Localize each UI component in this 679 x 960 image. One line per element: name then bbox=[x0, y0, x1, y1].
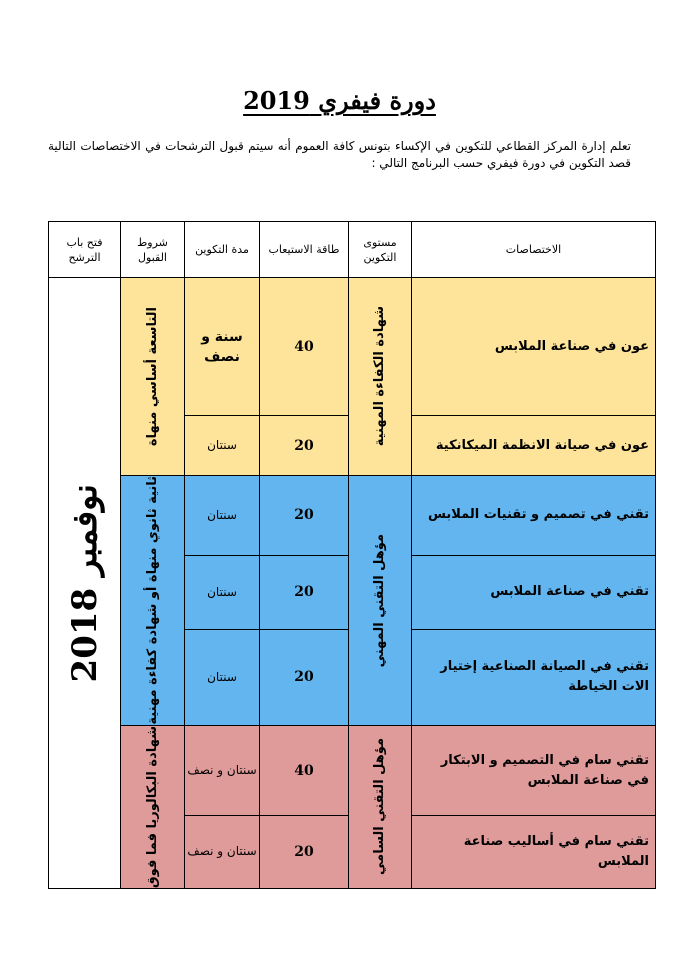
capacity-cell: 20 bbox=[260, 555, 349, 629]
level-text-bts: مؤهل التقني السامي bbox=[372, 738, 387, 876]
level-cell-cap bbox=[349, 278, 412, 476]
conditions-text-bts: شهادة البكالوريا فما فوق bbox=[144, 725, 160, 888]
capacity-cell: 20 bbox=[260, 416, 349, 476]
capacity-cell: 40 bbox=[260, 725, 349, 816]
table-row bbox=[49, 725, 656, 816]
specialty-cell: عون في صناعة الملابس bbox=[412, 278, 656, 416]
header-opening: فتح باب الترشح bbox=[49, 222, 121, 278]
table-row bbox=[49, 476, 656, 556]
level-text-cap: شهادة الكفاءة المهنية bbox=[372, 306, 387, 447]
header-specialty: الاختصاصات bbox=[412, 222, 656, 278]
specialty-cell: تقني في صناعة الملابس bbox=[412, 555, 656, 629]
specialty-cell: تقني في الصيانة الصناعية إختيار الات الخياطة bbox=[412, 629, 656, 725]
duration-cell: سنتان bbox=[185, 476, 260, 556]
page-title bbox=[0, 84, 679, 118]
header-capacity: طاقة الاستيعاب bbox=[260, 222, 349, 278]
duration-cell: سنتان bbox=[185, 416, 260, 476]
capacity-cell: 20 bbox=[260, 816, 349, 888]
duration-cell: سنتان bbox=[185, 629, 260, 725]
table-row bbox=[49, 278, 656, 416]
duration-cell: سنة و نصف bbox=[185, 278, 260, 416]
programs-table bbox=[48, 221, 656, 889]
intro-paragraph: تعلم إدارة المركز القطاعي للتكوين في الإكساء بتونس كافة العموم أنه سيتم قبول الترشحات في الاختصاصات التالية قصد التكوين في دورة فيفري حسب البرنامج التالي : bbox=[48, 139, 631, 170]
duration-cell: سنتان و نصف bbox=[185, 816, 260, 888]
conditions-text-cap: التاسعة أساسي منهاة bbox=[144, 306, 160, 447]
capacity-cell: 40 bbox=[260, 278, 349, 416]
level-cell-bts bbox=[349, 725, 412, 888]
opening-text: نوفمبر 2018 bbox=[64, 483, 105, 682]
header-level: مستوى التكوين bbox=[349, 222, 412, 278]
table-header-row bbox=[49, 222, 656, 278]
conditions-cell-cap bbox=[121, 278, 185, 476]
specialty-cell: عون في صيانة الانظمة الميكانكية bbox=[412, 416, 656, 476]
duration-cell: سنتان و نصف bbox=[185, 725, 260, 816]
capacity-cell: 20 bbox=[260, 476, 349, 556]
conditions-text-btp: ثانية ثانوي منهاة أو شهادة كفاءة مهنية bbox=[144, 476, 160, 725]
level-text-btp: مؤهل التقني المهني bbox=[372, 533, 387, 667]
conditions-cell-btp bbox=[121, 476, 185, 726]
specialty-cell: تقني سام في التصميم و الابتكار في صناعة الملابس bbox=[412, 725, 656, 816]
specialty-cell: تقني في تصميم و تقنيات الملابس bbox=[412, 476, 656, 556]
header-duration: مدة التكوين bbox=[185, 222, 260, 278]
capacity-cell: 20 bbox=[260, 629, 349, 725]
specialty-cell: تقني سام في أساليب صناعة الملابس bbox=[412, 816, 656, 888]
page-title-text: دورة فيفري 2019 bbox=[243, 86, 436, 115]
header-conditions: شروط القبول bbox=[121, 222, 185, 278]
conditions-cell-bts bbox=[121, 725, 185, 888]
level-cell-btp bbox=[349, 476, 412, 726]
duration-cell: سنتان bbox=[185, 555, 260, 629]
opening-cell bbox=[49, 278, 121, 889]
